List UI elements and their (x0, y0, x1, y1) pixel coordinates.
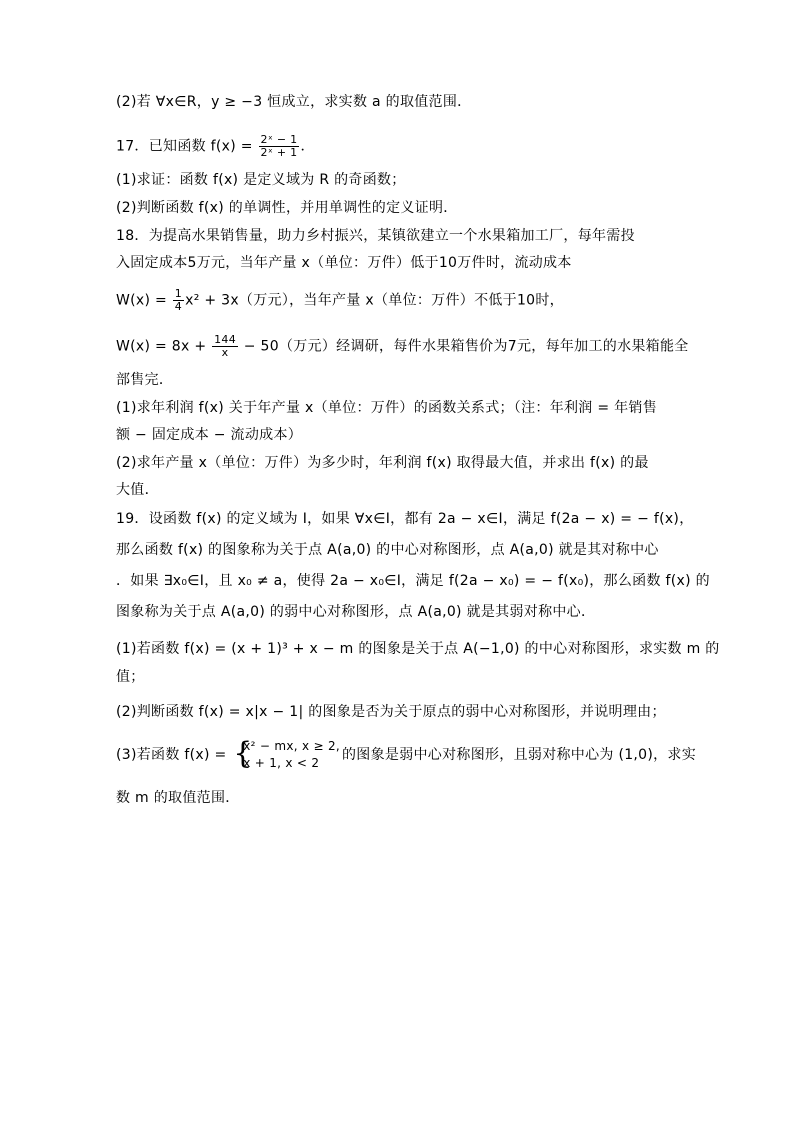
q19-stem-line2: 那么函数 f(x) 的图象称为关于点 A(a,0) 的中心对称图形，点 A(a,0) 就是其对称中心 (116, 542, 659, 558)
q17-part2: (2)判断函数 f(x) 的单调性，并用单调性的定义证明． (116, 200, 458, 216)
q18-stem-line4 (116, 333, 689, 359)
q16-part2: (2)若 ∀x∈R，y ≥ −3 恒成立，求实数 a 的取值范围． (116, 94, 472, 110)
q18-formula1-denominator: 4 (174, 300, 183, 313)
q18-part1-line2: 额 − 固定成本 − 流动成本） (116, 427, 303, 443)
q18-formula1-numerator: 1 (174, 287, 183, 300)
q19-stem-line4: 图象称为关于点 A(a,0) 的弱中心对称图形，点 A(a,0) 就是其弱对称中心． (116, 604, 596, 620)
q18-formula2-prefix: W(x) = 8x + (116, 338, 212, 355)
q17-stem-suffix: ． (300, 138, 315, 155)
q18-formula1-fraction (173, 288, 184, 313)
q18-formula1-prefix: W(x) = (116, 292, 172, 309)
q18-formula2-numerator: 144 (214, 333, 237, 346)
q19-stem-line3: ．如果 ∃x₀∈I，且 x₀ ≠ a，使得 2a − x₀∈I，满足 f(2a − x₀) = − f(x₀)，那么函数 f(x) 的 (116, 573, 710, 589)
q17-fraction (259, 134, 300, 159)
q19-part2: (2)判断函数 f(x) = x|x − 1| 的图象是否为关于原点的弱中心对称图形，并说明理由； (116, 704, 666, 720)
q19-part1-line1: (1)若函数 f(x) = (x + 1)³ + x − m 的图象是关于点 A(−1,0) 的中心对称图形，求实数 m 的 (116, 641, 720, 657)
q19-part3-line1 (116, 736, 697, 772)
q18-stem-line3 (116, 288, 684, 313)
q19-stem-line1: 19．设函数 f(x) 的定义域为 I，如果 ∀x∈I，都有 2a − x∈I，满足 f(2a − x) = − f(x)， (116, 511, 694, 527)
q17-part1: (1)求证：函数 f(x) 是定义域为 R 的奇函数； (116, 172, 406, 188)
piecewise-case-1: x² − mx, x ≥ 2, (243, 739, 340, 753)
q17-stem (116, 134, 684, 159)
piecewise-function (233, 738, 340, 772)
q18-formula2-fraction (212, 334, 238, 359)
piecewise-brace: { (233, 736, 253, 771)
q17-fraction-numerator: 2ˣ − 1 (260, 133, 298, 146)
q19-part3-suffix: 的图象是弱中心对称图形，且弱对称中心为 (1,0)，求实 (342, 747, 697, 763)
q18-part1-line1: (1)求年利润 f(x) 关于年产量 x（单位：万件）的函数关系式；（注：年利润 = 年销售 (116, 400, 658, 416)
q18-formula2-suffix: − 50（万元）经调研，每件水果箱售价为7元，每年加工的水果箱能全 (239, 338, 689, 355)
q18-stem-line2: 入固定成本5万元，当年产量 x（单位：万件）低于10万件时，流动成本 (116, 255, 572, 271)
q19-part3-prefix: (3)若函数 f(x) = (116, 747, 232, 763)
q17-fraction-denominator: 2ˣ + 1 (260, 146, 298, 159)
q18-stem-line1: 18．为提高水果销售量，助力乡村振兴，某镇欲建立一个水果箱加工厂，每年需投 (116, 228, 635, 244)
q18-formula1-suffix: x² + 3x（万元），当年产量 x（单位：万件）不低于10时， (185, 292, 564, 309)
q19-part1-line2: 值； (116, 669, 145, 685)
q19-part3-line2: 数 m 的取值范围． (116, 790, 240, 806)
q17-stem-prefix: 17．已知函数 f(x) = (116, 138, 258, 155)
piecewise-case-2: x + 1, x < 2 (243, 756, 320, 770)
q18-stem-line5: 部售完． (116, 372, 174, 388)
q18-formula2-denominator: x (221, 346, 229, 359)
q18-part2-line1: (2)求年产量 x（单位：万件）为多少时，年利润 f(x) 取得最大值，并求出 f(x) 的最 (116, 455, 649, 471)
q18-part2-line2: 大值． (116, 482, 159, 498)
